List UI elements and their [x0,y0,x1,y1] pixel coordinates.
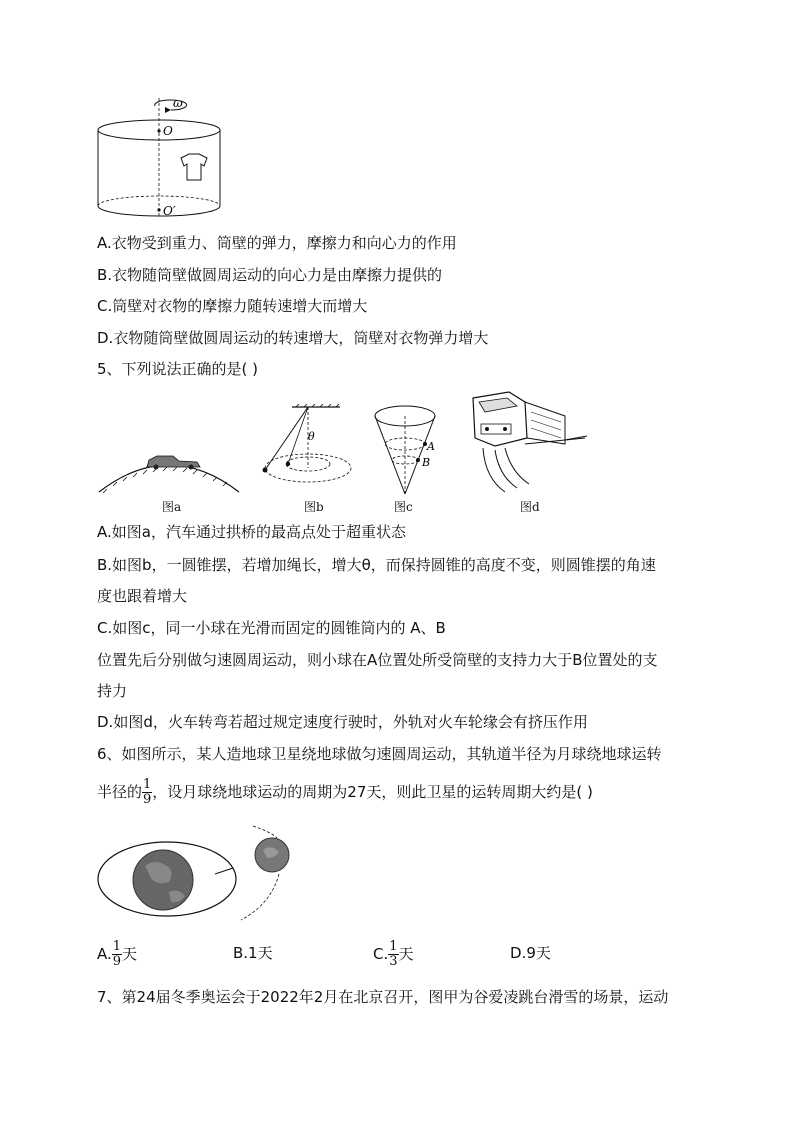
option-c-den: 3 [389,954,398,969]
point-b-label: B [422,456,431,469]
q4-option-b: B.衣物随筒壁做圆周运动的向心力是由摩擦力提供的 [97,266,443,284]
fraction-numerator: 1 [143,777,152,792]
option-a-unit: 天 [122,945,138,963]
q4-option-d: D.衣物随筒壁做圆周运动的转速增大，筒壁对衣物弹力增大 [97,329,489,347]
option-a-fraction [112,940,122,969]
drum-figure [95,92,230,224]
q4-option-c: C.筒壁对衣物的摩擦力随转速增大而增大 [97,297,368,315]
q5-option-d: D.如图d，火车转弯若超过规定速度行驶时，外轨对火车轮缘会有挤压作用 [97,713,588,731]
orbit-figure [95,822,305,924]
option-a-num: 1 [112,939,122,954]
q6-option-c [373,940,414,969]
option-a-den: 9 [112,954,122,969]
option-c-fraction [388,940,398,969]
q6-stem-line1: 6、如图所示，某人造地球卫星绕地球做匀速圆周运动，其轨道半径为月球绕地球运转 [97,745,662,763]
shirt-icon [181,154,207,180]
figure-a-arch-bridge [97,440,242,495]
point-o-label: O [163,124,173,138]
q5-option-c-line2: 位置先后分别做匀速圆周运动，则小球在A位置处所受筒壁的支持力大于B位置处的支 [97,651,658,669]
q6-option-b: B.1天 [233,944,273,962]
q5-option-b-line1: B.如图b，一圆锥摆，若增加绳长，增大θ，而保持圆锥的高度不变，则圆锥摆的角速 [97,556,656,574]
figure-c-caption: 图c [394,500,413,514]
point-a-label: A [427,440,435,453]
q7-stem: 7、第24届冬季奥运会于2022年2月在北京召开，图甲为谷爱凌跳台滑雪的场景，运动 [97,988,669,1006]
option-c-num: 1 [389,939,398,954]
q6-stem-post: ，设月球绕地球运动的周期为27天，则此卫星的运转周期大约是( ) [152,783,593,801]
figure-d-caption: 图d [520,500,540,514]
option-c-unit: 天 [398,945,414,963]
fraction-one-ninth [142,778,152,807]
q5-stem: 5、下列说法正确的是( ) [97,360,259,378]
figure-d-train [465,388,590,496]
point-o-prime-label: O′ [163,204,176,218]
q6-stem-line2 [97,778,593,807]
figure-a-caption: 图a [162,500,182,514]
q5-option-a: A.如图a，汽车通过拱桥的最高点处于超重状态 [97,523,406,541]
q5-option-c-line3: 持力 [97,682,128,700]
q6-option-a [97,940,137,969]
q6-option-a-prefix: A. [97,945,112,963]
q5-option-b-line2: 度也跟着增大 [97,587,188,605]
theta-label: θ [308,430,315,443]
q4-option-a: A.衣物受到重力、筒壁的弹力，摩擦力和向心力的作用 [97,234,457,252]
figure-b-conical-pendulum [258,404,378,496]
omega-label: ω [173,96,183,110]
figure-b-caption: 图b [304,500,324,514]
q6-option-d: D.9天 [510,944,551,962]
fraction-denominator: 9 [143,792,152,807]
q6-stem-pre: 半径的 [97,783,143,801]
q6-option-c-prefix: C. [373,945,389,963]
q5-option-c-line1: C.如图c，同一小球在光滑而固定的圆锥筒内的 A、B [97,619,446,637]
figure-c-cone [370,402,440,496]
